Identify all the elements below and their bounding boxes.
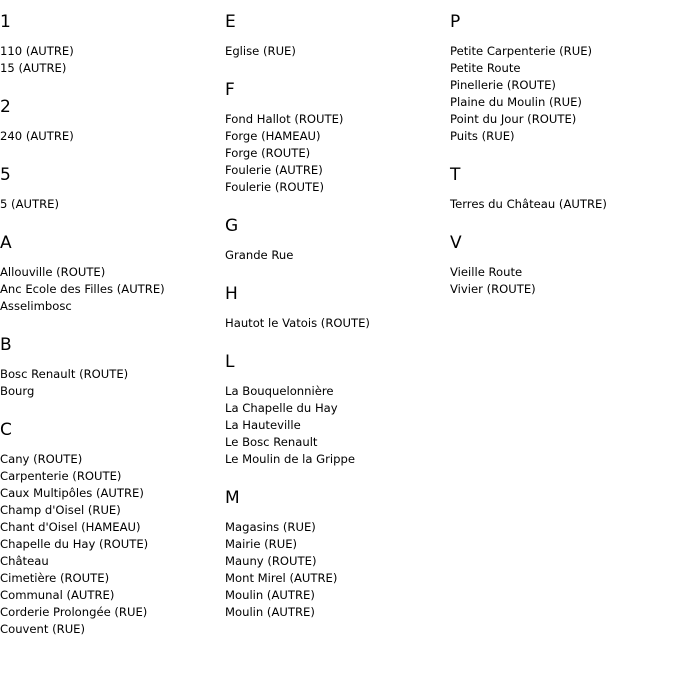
street-link[interactable]: Chant d'Oisel (HAMEAU) [0, 520, 141, 534]
section-letter-heading: A [0, 233, 12, 253]
index-column [0, 0, 225, 638]
street-link[interactable]: Allouville (ROUTE) [0, 265, 106, 279]
street-link[interactable]: Plaine du Moulin (RUE) [450, 95, 582, 109]
letter-section [450, 165, 675, 213]
street-link[interactable]: Eglise (RUE) [225, 44, 296, 58]
index-column [225, 0, 450, 621]
street-link[interactable]: Fond Hallot (ROUTE) [225, 112, 344, 126]
street-list [450, 264, 675, 298]
street-link[interactable]: Terres du Château (AUTRE) [450, 197, 607, 211]
letter-section [0, 165, 225, 213]
section-letter-heading: H [225, 284, 238, 304]
street-link[interactable]: 110 (AUTRE) [0, 44, 74, 58]
street-list [225, 247, 450, 264]
street-link[interactable]: 15 (AUTRE) [0, 61, 67, 75]
street-list [0, 451, 225, 638]
section-letter-heading: C [0, 420, 12, 440]
street-link[interactable]: Vivier (ROUTE) [450, 282, 536, 296]
section-letter-heading: L [225, 352, 235, 372]
street-link[interactable]: Foulerie (AUTRE) [225, 163, 323, 177]
letter-section [0, 12, 225, 77]
letter-section [225, 284, 450, 332]
street-list [450, 43, 675, 145]
street-link[interactable]: Couvent (RUE) [0, 622, 86, 636]
street-list [0, 128, 225, 145]
street-list [225, 315, 450, 332]
letter-section [0, 233, 225, 315]
street-link[interactable]: Point du Jour (ROUTE) [450, 112, 577, 126]
street-list [225, 43, 450, 60]
street-link[interactable]: Mont Mirel (AUTRE) [225, 571, 338, 585]
street-link[interactable]: Moulin (AUTRE) [225, 605, 315, 619]
street-list [0, 43, 225, 77]
street-list [225, 383, 450, 468]
street-link[interactable]: Mairie (RUE) [225, 537, 298, 551]
letter-section [225, 352, 450, 468]
street-link[interactable]: Cimetière (ROUTE) [0, 571, 110, 585]
street-link[interactable]: Pinellerie (ROUTE) [450, 78, 556, 92]
section-letter-heading: 2 [0, 97, 11, 117]
street-link[interactable]: Forge (HAMEAU) [225, 129, 321, 143]
street-link[interactable]: Caux Multipôles (AUTRE) [0, 486, 144, 500]
street-link[interactable]: Carpenterie (ROUTE) [0, 469, 122, 483]
street-link[interactable]: Le Bosc Renault [225, 435, 318, 449]
street-link[interactable]: Hautot le Vatois (ROUTE) [225, 316, 370, 330]
letter-section [450, 12, 675, 145]
section-letter-heading: G [225, 216, 239, 236]
section-letter-heading: 1 [0, 12, 11, 32]
section-letter-heading: F [225, 80, 235, 100]
street-link[interactable]: 5 (AUTRE) [0, 197, 59, 211]
index-column [450, 0, 675, 298]
section-letter-heading: B [0, 335, 12, 355]
street-link[interactable]: Cany (ROUTE) [0, 452, 83, 466]
street-list [0, 196, 225, 213]
street-link[interactable]: 240 (AUTRE) [0, 129, 74, 143]
street-link[interactable]: Château [0, 554, 49, 568]
street-link[interactable]: Puits (RUE) [450, 129, 515, 143]
street-list [0, 366, 225, 400]
street-list [450, 196, 675, 213]
street-link[interactable]: Moulin (AUTRE) [225, 588, 315, 602]
street-list [0, 264, 225, 315]
street-list [225, 111, 450, 196]
street-link[interactable]: Asselimbosc [0, 299, 72, 313]
street-link[interactable]: La Bouquelonnière [225, 384, 334, 398]
street-link[interactable]: Chapelle du Hay (ROUTE) [0, 537, 149, 551]
letter-section [0, 420, 225, 638]
section-letter-heading: E [225, 12, 236, 32]
street-link[interactable]: Bosc Renault (ROUTE) [0, 367, 129, 381]
section-letter-heading: V [450, 233, 462, 253]
street-link[interactable]: Forge (ROUTE) [225, 146, 311, 160]
street-list [225, 519, 450, 621]
street-link[interactable]: La Chapelle du Hay [225, 401, 338, 415]
street-link[interactable]: Magasins (RUE) [225, 520, 316, 534]
street-link[interactable]: Anc Ecole des Filles (AUTRE) [0, 282, 165, 296]
street-link[interactable]: Petite Carpenterie (RUE) [450, 44, 593, 58]
street-link[interactable]: Le Moulin de la Grippe [225, 452, 356, 466]
section-letter-heading: P [450, 12, 461, 32]
street-link[interactable]: Petite Route [450, 61, 521, 75]
street-link[interactable]: Vieille Route [450, 265, 523, 279]
section-letter-heading: M [225, 488, 240, 508]
street-link[interactable]: La Hauteville [225, 418, 301, 432]
section-letter-heading: 5 [0, 165, 11, 185]
street-link[interactable]: Champ d'Oisel (RUE) [0, 503, 121, 517]
section-letter-heading: T [450, 165, 461, 185]
letter-section [225, 80, 450, 196]
street-link[interactable]: Corderie Prolongée (RUE) [0, 605, 148, 619]
letter-section [0, 97, 225, 145]
letter-section [225, 488, 450, 621]
letter-section [225, 216, 450, 264]
letter-section [450, 233, 675, 298]
street-link[interactable]: Communal (AUTRE) [0, 588, 115, 602]
letter-section [225, 12, 450, 60]
street-link[interactable]: Grande Rue [225, 248, 294, 262]
letter-section [0, 335, 225, 400]
street-link[interactable]: Mauny (ROUTE) [225, 554, 317, 568]
street-link[interactable]: Bourg [0, 384, 35, 398]
street-link[interactable]: Foulerie (ROUTE) [225, 180, 324, 194]
